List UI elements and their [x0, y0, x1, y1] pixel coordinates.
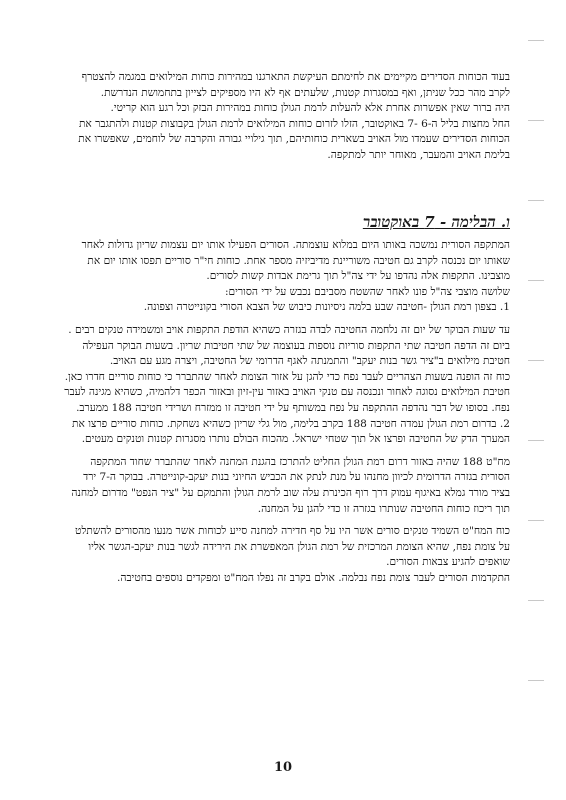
paragraph: חטיבת המילואים נסוגה לאחור ונכנסה עם טנקי האויב באזור עין-זיון ובאזור הכפר דלהמיה, כשהיא מגינה לעבר נפח. בסופו של דבר נהדפה ההתקפה על נפח במשותף על ידי חטיבה זו ממזרח ושרידי חטיבה 188 ממערב.	[64, 386, 510, 414]
paragraph: היה ברור שאין אפשרות אחרת אלא להעלות לרמת הגולן כוחות במהירות הבזק וכל רגע הוא קריטי.	[110, 102, 510, 115]
paragraph: כוח זה הופנה בשעות הצהריים לעבר נפח כדי להגן על אזור הצומת לאחר שהתברר כי כוחות סוריים חדרו כאן.	[64, 370, 510, 383]
margin-tick	[528, 600, 544, 601]
section-body	[62, 238, 510, 586]
paragraph: התקדמות הסורים לעבר צומת נפח נבלמה. אולם בקרב זה נפלו המח"ט ומפקדים נוספים בחטיבה.	[116, 571, 510, 584]
margin-tick	[528, 280, 544, 281]
paragraph: ביום זה הדפה חטיבה שתי התקפות סוריות נוספות בעוצמה של שתי חטיבות שריון. בשעות הבוקר העפילה חטיבת מילואים ב"ציר גשר בנות יעקב" והתמנתה לאגף הדרומי של החטיבה, ויצרה מגע עם האויב.	[82, 339, 510, 368]
paragraph: בעוד הכוחות הסדירים מקיימים את לחימתם העיקשת התארגנו במהירות כוחות המילואים במגמה להצטרף לקרב מהר ככל שניתן, ואף במסגרות קטנות, שלעתים אף לא היו מספיקים לצייון בתחמושת הנדרשת.	[81, 71, 510, 99]
paragraph: שלושה מוצבי צה"ל פונו לאחר שהשטח מסביבם נכבש על ידי הסורים:	[224, 285, 510, 298]
margin-tick	[528, 680, 544, 681]
intro-text	[62, 70, 510, 164]
paragraph: החל מחצות בליל ה-6 -7 באוקטובר, הזלו לזרום כוחות המילואים לרמת הגולן בקבוצות קטנות ולהתגבר את הכוחות הסדירים שעמדו מול האויב בשארית כוחותיהם, תוך גילויי גבורה והקרבה של לוחמים, שאפשרו את בלימת האויב והמעבר, מאוחר יותר למתקפה.	[78, 117, 510, 161]
page-number: 10	[273, 760, 293, 775]
margin-tick	[528, 200, 544, 201]
paragraph: 2. בדרום רמת הגולן עמדה חטיבה 188 בקרב בלימה, מול גלי שריון כשהיא נשחקת. כוחות סוריים פרצו את המערך הדק של החטיבה ופרצו אל תוך שטחי ישראל. מהכוח הבולם נותרו מסגרות קטנות וטנקים מעטים.	[72, 417, 510, 446]
margin-tick	[528, 440, 544, 441]
paragraph: כוח המח"ט השמיד טנקים סורים אשר היו על סף חדירה למחנה סייע לכוחות אשר מנעו מהסורים להשתלט על צומת נפח, שהיא הצומת המרכזית של רמת הגולן המאפשרת את הירידה לגשר בנות יעקב-הגשר אליו שואפים להגיע צבאות הסורים.	[75, 525, 510, 569]
margin-tick	[528, 360, 544, 361]
margin-tick	[528, 520, 544, 521]
margin-tick	[528, 40, 544, 41]
paragraph: מח"ט 188 שהיה באזור דרום רמת הגולן החליט להתרכז בהגנת המחנה לאחר שהתברר שחוד המתקפה הסורית בגזרה הדרומית לכיוון מחנהו על מנת לנתק את הכביש החיוני בנות יעקב-קונייטרה. בבוקר ה-7 ירד בציר מורד גמלא באיגוף עמוק דרך רוף הכינרת עלה שוב לרמת הגולן והתמקם על "ציר הנפט" מדרום למחנה תוך ריכוז כוחות החטיבה שנותרו בגזרה זו כדי להגן על המחנה.	[71, 455, 510, 515]
paragraph: 1. בצפון רמת הגולן -חטיבה שבע בלמה ניסיונות כיבוש של הצבא הסורי בקונייטרה וצפונה.	[143, 301, 510, 314]
margin-tick	[528, 120, 544, 121]
section-heading: ו. הבלימה - 7 באוקטובר	[362, 213, 510, 231]
paragraph: עד שעות הבוקר של יום זה נלחמה החטיבה לבדה בגזרה כשהיא הודפת התקפות אויב ומשמידה טנקים רבים .	[68, 323, 510, 336]
paragraph: המתקפה הסורית נמשכה באותו היום במלוא עוצמתה. הסורים הפעילו אותו יום עצמות שריון גדולות לאחר שאותו יום נכנסה לקרב גם חטיבה משוריינת מדיביזיה מספר אחת. כוחות חי"ר סוריים תפסו אותו יום את מוצבינו. התקפות אלה נהדפו על ידי צה"ל תוך גרימת אבדות קשות לסורים.	[81, 239, 510, 283]
